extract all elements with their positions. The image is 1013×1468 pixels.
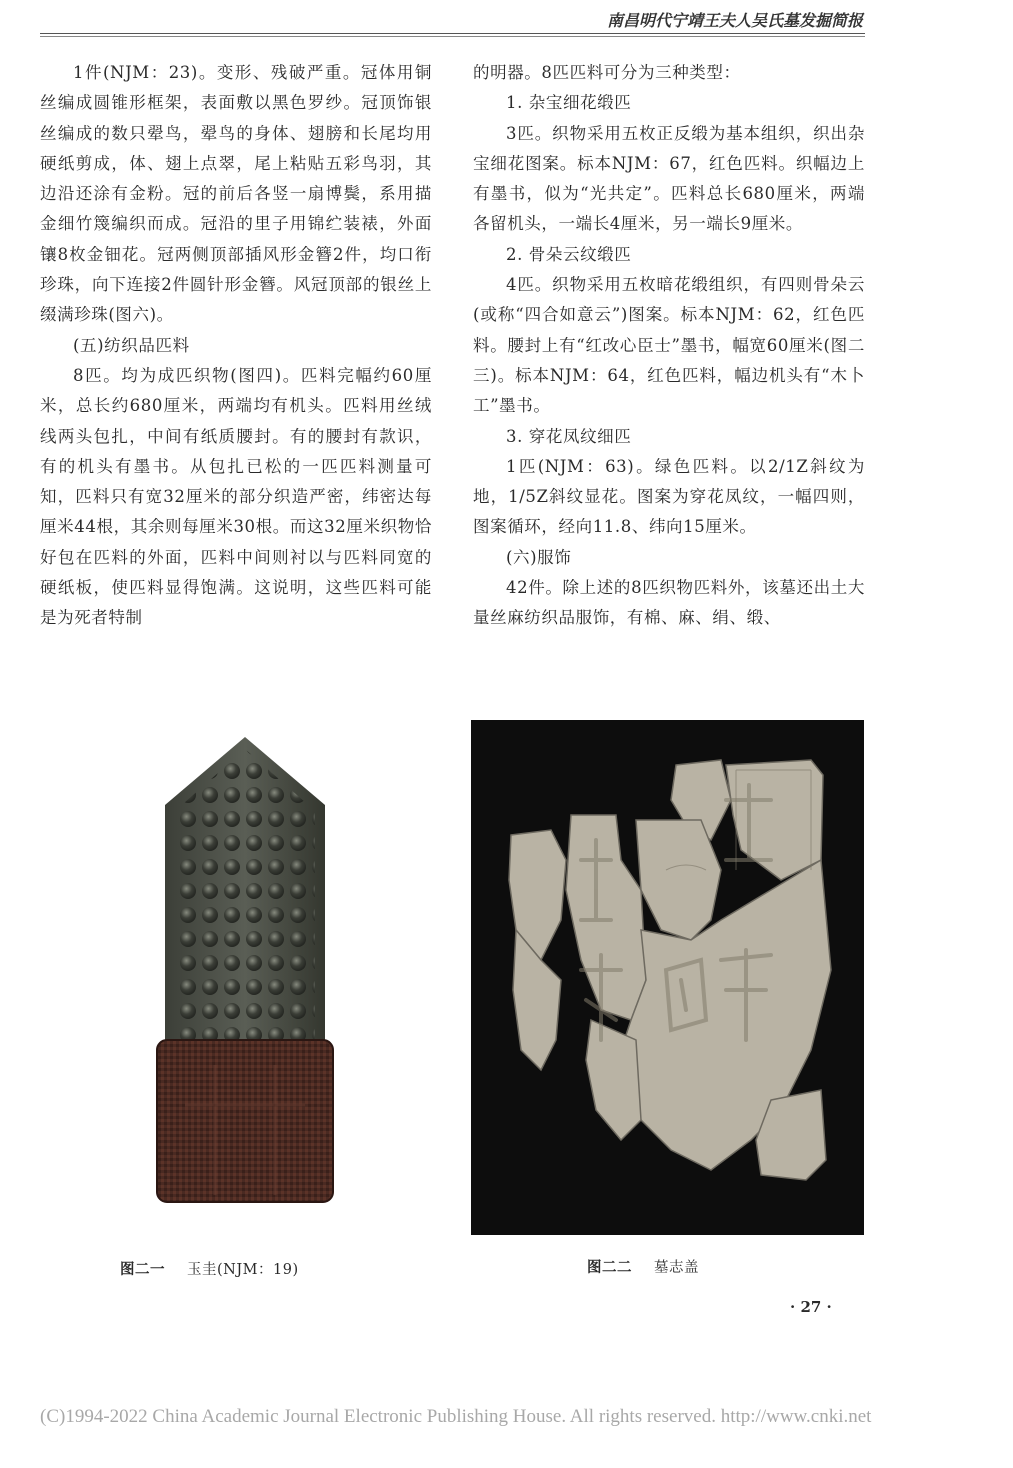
paragraph: 3匹。织物采用五枚正反缎为基本组织，织出杂宝细花图案。标本NJM：67，红色匹料。织幅边上有墨书，似为“光共定”。匹料总长680厘米，两端各留机头，一端长4厘米，另一端长9厘米。: [473, 123, 865, 234]
paragraph: 4匹。织物采用五枚暗花缎组织，有四则骨朵云(或称“四合如意云”)图案。标本NJM：62，红色匹料。腰封上有“红改心臣士”墨书，幅宽60厘米(图二三)。标本NJM：64，红色匹料，幅边机头有“木卜工”墨书。: [473, 275, 865, 416]
figure-number: 图二一: [120, 1262, 165, 1278]
copyright-footer: (C)1994-2022 China Academic Journal Electronic Publishing House. All rights reserved. http://www.cnki.net: [40, 1406, 872, 1427]
page-number: · 27 ·: [790, 1298, 832, 1316]
paragraph: 1件(NJM：23)。变形、残破严重。冠体用铜丝编成圆锥形框架，表面敷以黑色罗纱。冠顶饰银丝编成的数只翚鸟，翚鸟的身体、翅膀和长尾均用硬纸剪成，体、翅上点翠，尾上粘贴五彩鸟羽，其边沿还涂有金粉。冠的前后各竖一扇博鬓，系用描金细竹篾编织而成。冠沿的里子用锦纻装裱，外面镶8枚金钿花。冠两侧顶部插风形金簪2件，均口衔珍珠，向下连接2件圆针形金簪。风冠顶部的银丝上缀满珍珠(图六)。: [40, 63, 432, 325]
figure-caption: [587, 1256, 699, 1277]
paragraph: 1匹(NJM：63)。绿色匹料。以2/1Z斜纹为地，1/5Z斜纹显花。图案为穿花凤纹，一幅四则，图案循环，经向11.8、纬向15厘米。: [473, 456, 865, 537]
subsection-heading: 3. 穿花凤纹细匹: [506, 426, 632, 446]
figure-caption-text: 玉圭(NJM：19): [187, 1262, 299, 1278]
epitaph-cover-photo: [471, 720, 864, 1235]
figure-caption-text: 墓志盖: [654, 1260, 699, 1276]
subsection-heading: 2. 骨朵云纹缎匹: [506, 244, 632, 264]
figure-number: 图二二: [587, 1260, 632, 1276]
paragraph: 42件。除上述的8匹织物匹料外，该墓还出土大量丝麻纺织品服饰，有棉、麻、绢、缎、: [473, 578, 865, 628]
paragraph: 的明器。8匹匹料可分为三种类型：: [473, 63, 741, 82]
header-rule: [40, 33, 865, 34]
figure-caption: [120, 1258, 299, 1279]
section-heading: (五)纺织品匹料: [73, 335, 190, 355]
left-column: [40, 58, 432, 634]
jade-gui-illustration: [155, 735, 335, 1205]
paragraph: 8匹。均为成匹织物(图四)。匹料完幅约60厘米，总长约680厘米，两端均有机头。匹料用丝绒线两头包扎，中间有纸质腰封。有的腰封有款识，有的机头有墨书。从包扎已松的一匹匹料测量可知，匹料只有宽32厘米的部分织造严密，纬密达每厘米44根，其余则每厘米30根。而这32厘米织物恰好包在匹料的外面，匹料中间则衬以与匹料同宽的硬纸板，使匹料显得饱满。这说明，这些匹料可能是为死者特制: [40, 365, 432, 628]
subsection-heading: 1. 杂宝细花缎匹: [506, 93, 632, 113]
jade-gui-photo: [155, 735, 335, 1205]
running-header: 南昌明代宁靖王夫人吴氏墓发掘简报: [606, 11, 863, 30]
right-column: [473, 58, 865, 634]
header-rule-thin: [40, 36, 865, 37]
epitaph-cover-illustration: [471, 720, 864, 1235]
section-heading: (六)服饰: [506, 547, 572, 567]
